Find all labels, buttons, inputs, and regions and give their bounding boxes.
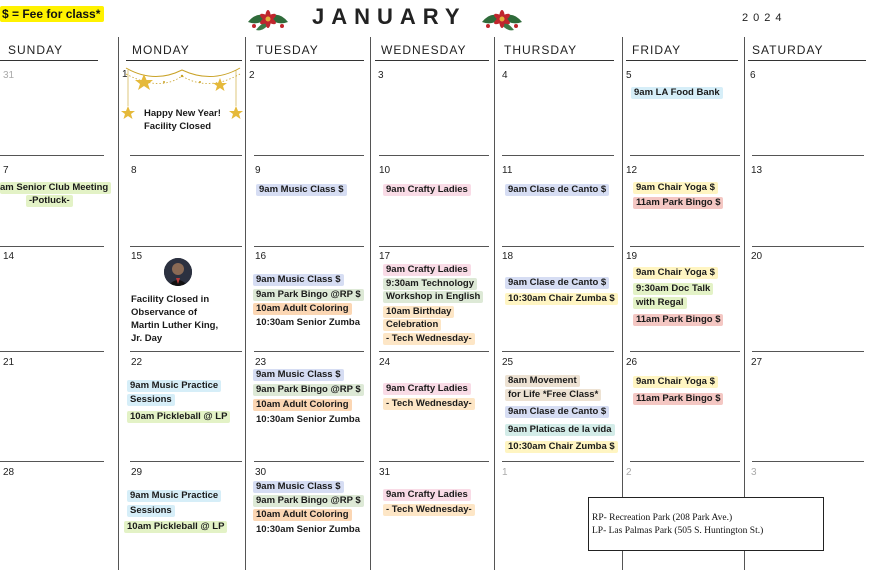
date-number: 31 — [379, 467, 391, 478]
date-number: 23 — [255, 357, 267, 368]
date-number: 2 — [249, 70, 255, 81]
date-number: 10 — [379, 165, 391, 176]
event-chip: 9am Crafty Ladies — [383, 184, 471, 196]
event-chip: 9am Music Class $ — [253, 481, 344, 493]
event-chip: 9am Platicas de la vida — [505, 424, 615, 436]
row-divider — [0, 461, 104, 462]
row-divider — [130, 246, 242, 247]
day-header-wednesday: WEDNESDAY — [381, 43, 467, 57]
header-underline — [626, 60, 738, 61]
date-number: 13 — [751, 165, 763, 176]
event-chip: Workshop in English — [383, 291, 483, 303]
date-number: 1 — [502, 467, 508, 478]
event-chip: 11am Park Bingo $ — [633, 314, 723, 326]
column-divider — [245, 37, 246, 570]
row-divider — [502, 351, 614, 352]
event-chip: 9am Park Bingo @RP $ — [253, 495, 364, 507]
mlk-portrait-icon — [164, 258, 192, 286]
row-divider — [379, 351, 489, 352]
event-chip: 9am Crafty Ladies — [383, 264, 471, 276]
date-number: 11 — [502, 165, 513, 176]
row-divider — [502, 461, 614, 462]
event-chip: 9am Park Bingo @RP $ — [253, 289, 364, 301]
row-divider — [130, 155, 242, 156]
date-number: 14 — [3, 251, 15, 262]
event-chip: 9am Clase de Canto $ — [505, 277, 609, 289]
event-chip: 10:30am Senior Zumba — [256, 317, 361, 328]
header-underline — [0, 60, 98, 61]
date-number: 8 — [131, 165, 137, 176]
event-text: Facility Closed — [144, 121, 212, 132]
event-chip: 10am Adult Coloring — [253, 303, 352, 315]
date-number: 6 — [750, 70, 756, 81]
row-divider — [752, 246, 864, 247]
event-chip: Celebration — [383, 319, 441, 331]
row-divider — [0, 246, 104, 247]
event-text: Observance of — [131, 307, 197, 318]
row-divider — [502, 246, 614, 247]
date-number: 5 — [626, 70, 632, 81]
event-chip: with Regal — [633, 297, 687, 309]
date-number: 18 — [502, 251, 514, 262]
date-number: 4 — [502, 70, 508, 81]
event-chip: 10:30am Chair Zumba $ — [505, 293, 618, 305]
legend-lp: LP- Las Palmas Park (505 S. Huntington St.) — [592, 526, 764, 536]
day-header-saturday: SATURDAY — [752, 43, 824, 57]
event-chip: - Tech Wednesday- — [383, 398, 475, 410]
event-chip: 9am Music Class $ — [253, 369, 344, 381]
row-divider — [254, 461, 364, 462]
day-header-tuesday: TUESDAY — [256, 43, 319, 57]
event-chip: 9am Clase de Canto $ — [505, 406, 609, 418]
date-number: 3 — [751, 467, 757, 478]
event-chip: 9am Music Practice — [127, 380, 221, 392]
column-divider — [370, 37, 371, 570]
event-chip: 9am LA Food Bank — [631, 87, 723, 99]
event-chip: 9am Chair Yoga $ — [633, 376, 718, 388]
date-number: 3 — [378, 70, 384, 81]
event-chip: 10am Birthday — [383, 306, 454, 318]
row-divider — [752, 155, 864, 156]
event-text: Happy New Year! — [144, 108, 221, 119]
event-chip: 8am Movement — [505, 375, 580, 387]
day-header-friday: FRIDAY — [632, 43, 682, 57]
date-number: 15 — [131, 251, 143, 262]
legend-rp: RP- Recreation Park (208 Park Ave.) — [592, 513, 733, 523]
date-number: 25 — [502, 357, 514, 368]
column-divider — [744, 37, 745, 570]
header-underline — [126, 60, 242, 61]
column-divider — [118, 37, 119, 570]
event-chip: 9am Chair Yoga $ — [633, 267, 718, 279]
date-number: 1 — [122, 69, 128, 80]
row-divider — [254, 351, 364, 352]
event-chip: 10:30am Chair Zumba $ — [505, 441, 618, 453]
event-chip: Sessions — [127, 394, 175, 406]
event-chip: 10am Adult Coloring — [253, 399, 352, 411]
row-divider — [630, 461, 740, 462]
date-number: 2 — [626, 467, 632, 478]
event-chip: for Life *Free Class* — [505, 389, 601, 401]
date-number: 24 — [379, 357, 391, 368]
location-legend — [588, 497, 824, 551]
fee-note: $ = Fee for class* — [0, 6, 104, 22]
event-chip: 10am Pickleball @ LP — [124, 521, 227, 533]
event-chip: 9am Clase de Canto $ — [505, 184, 609, 196]
event-chip: 9am Music Class $ — [253, 274, 344, 286]
row-divider — [379, 155, 489, 156]
event-chip: 9am Crafty Ladies — [383, 383, 471, 395]
date-number: 20 — [751, 251, 763, 262]
header-underline — [250, 60, 364, 61]
date-number: 19 — [626, 251, 638, 262]
date-number: 29 — [131, 467, 143, 478]
row-divider — [502, 155, 614, 156]
row-divider — [0, 351, 104, 352]
event-chip: 11am Park Bingo $ — [633, 393, 723, 405]
row-divider — [630, 155, 740, 156]
row-divider — [254, 155, 364, 156]
column-divider — [622, 37, 623, 570]
date-number: 21 — [3, 357, 15, 368]
row-divider — [254, 246, 364, 247]
event-text: Martin Luther King, — [131, 320, 219, 331]
poinsettia-icon-right — [480, 4, 524, 34]
day-header-monday: MONDAY — [132, 43, 190, 57]
header-underline — [375, 60, 489, 61]
header-underline — [748, 60, 866, 61]
row-divider — [752, 351, 864, 352]
event-chip: am Senior Club Meeting — [0, 182, 111, 194]
date-number: 28 — [3, 467, 15, 478]
event-chip: 10:30am Senior Zumba — [256, 414, 361, 425]
month-title: JANUARY — [312, 4, 467, 29]
day-header-thursday: THURSDAY — [504, 43, 578, 57]
row-divider — [379, 461, 489, 462]
event-chip: 9am Crafty Ladies — [383, 489, 471, 501]
date-number: 17 — [379, 251, 391, 262]
year-label: 2024 — [742, 12, 787, 24]
date-number: 22 — [131, 357, 143, 368]
header-underline — [498, 60, 614, 61]
date-number: 7 — [3, 165, 9, 176]
event-chip: 9am Music Practice — [127, 490, 221, 502]
event-chip: 9am Music Class $ — [256, 184, 347, 196]
event-chip: 9am Park Bingo @RP $ — [253, 384, 364, 396]
event-chip: -Potluck- — [26, 195, 73, 207]
event-chip: Sessions — [127, 505, 175, 517]
day-header-sunday: SUNDAY — [8, 43, 64, 57]
event-chip: 9am Chair Yoga $ — [633, 182, 718, 194]
date-number: 31 — [3, 70, 15, 81]
event-chip: 9:30am Technology — [383, 278, 477, 290]
row-divider — [379, 246, 489, 247]
event-chip: - Tech Wednesday- — [383, 333, 475, 345]
poinsettia-icon-left — [246, 4, 290, 34]
date-number: 12 — [626, 165, 638, 176]
event-chip: 11am Park Bingo $ — [633, 197, 723, 209]
row-divider — [752, 461, 864, 462]
row-divider — [630, 246, 740, 247]
date-number: 9 — [255, 165, 261, 176]
event-text: Facility Closed in — [131, 294, 210, 305]
event-chip: 10:30am Senior Zumba — [256, 524, 361, 535]
event-chip: 9:30am Doc Talk — [633, 283, 713, 295]
event-chip: 10am Adult Coloring — [253, 509, 352, 521]
column-divider — [494, 37, 495, 570]
date-number: 16 — [255, 251, 267, 262]
row-divider — [0, 155, 104, 156]
date-number: 30 — [255, 467, 267, 478]
row-divider — [130, 461, 242, 462]
date-number: 27 — [751, 357, 763, 368]
event-chip: 10am Pickleball @ LP — [127, 411, 230, 423]
event-chip: - Tech Wednesday- — [383, 504, 475, 516]
row-divider — [130, 351, 242, 352]
date-number: 26 — [626, 357, 638, 368]
event-text: Jr. Day — [131, 333, 163, 344]
row-divider — [630, 351, 740, 352]
